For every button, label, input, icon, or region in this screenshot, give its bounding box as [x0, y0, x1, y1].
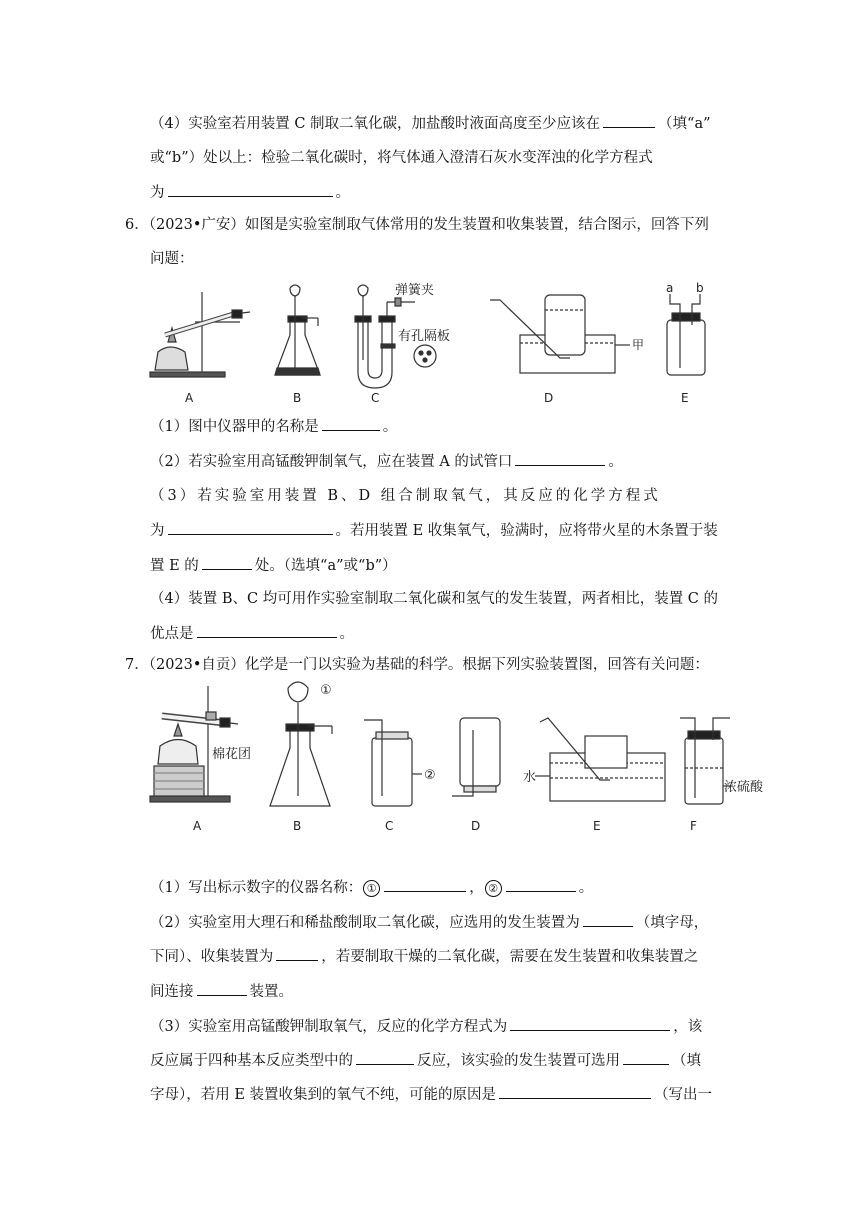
answer-blank[interactable]	[322, 416, 380, 431]
jia-label: 甲	[632, 338, 645, 352]
q5-line-2: 或“b”）处以上：检验二氧化碳时，将气体通入澄清石灰水变浑浊的化学方程式	[150, 150, 653, 166]
port-b-label: b	[696, 281, 704, 295]
q5-line-1: （4）实验室若用装置 C 制取二氧化碳，加盐酸时液面高度至少应该在 （填“a”	[150, 113, 711, 134]
label-n1: ①	[320, 683, 332, 698]
spring-clip-label: 弹簧夹	[395, 283, 435, 298]
apparatus-d	[452, 718, 500, 796]
label-f: F	[690, 819, 697, 833]
q7-apparatus-figure	[140, 678, 780, 838]
apparatus-d	[490, 295, 630, 373]
label-b: B	[293, 391, 302, 405]
q6-part-3-c: 置 E 的 处。（选填“a”或“b”）	[150, 555, 397, 576]
q6-part-1: （1）图中仪器甲的名称是 。	[150, 416, 397, 437]
answer-blank[interactable]	[506, 877, 576, 892]
label-a: A	[185, 391, 194, 405]
answer-blank[interactable]	[276, 946, 318, 961]
q7-part-3-c: 字母），若用 E 装置收集到的氧气不纯，可能的原因是 （写出一	[150, 1084, 712, 1105]
water-label: 水	[523, 770, 537, 785]
answer-blank[interactable]	[384, 877, 466, 892]
perforated-plate-label: 有孔隔板	[398, 329, 451, 344]
q6-title-2: 问题：	[150, 251, 194, 267]
answer-blank[interactable]	[197, 981, 247, 996]
answer-blank[interactable]	[623, 1050, 669, 1065]
answer-blank[interactable]	[583, 912, 633, 927]
answer-blank[interactable]	[356, 1050, 414, 1065]
q6-title: 6．（2023•广安）如图是实验室制取气体常用的发生装置和收集装置，结合图示，回答下列	[125, 217, 709, 233]
q6-apparatus-figure	[140, 280, 740, 408]
label-a: A	[193, 819, 202, 833]
answer-blank[interactable]	[202, 555, 252, 570]
answer-blank[interactable]	[168, 520, 333, 535]
label-e: E	[681, 391, 689, 405]
q7-part-2-c: 间连接 装置。	[150, 981, 293, 1002]
label-c: C	[385, 819, 394, 833]
label-b: B	[293, 819, 302, 833]
answer-blank[interactable]	[515, 451, 605, 466]
label-n2: ②	[424, 768, 436, 783]
apparatus-e	[667, 294, 705, 375]
q6-part-3-a: （3）若实验室用装置 B、D 组合制取氧气，其反应的化学方程式	[150, 488, 661, 504]
label-d: D	[544, 391, 554, 405]
q6-part-3-b: 为 。若用装置 E 收集氧气，验满时，应将带火星的木条置于装	[150, 520, 718, 541]
answer-blank[interactable]	[510, 1016, 670, 1031]
q5-line-3: 为 。	[150, 182, 350, 203]
q7-part-3-b: 反应属于四种基本反应类型中的 反应，该实验的发生装置可选用 （填	[150, 1050, 701, 1071]
cotton-label: 棉花团	[212, 747, 252, 762]
answer-blank[interactable]	[168, 182, 333, 197]
q7-part-2-a: （2）实验室用大理石和稀盐酸制取二氧化碳，应选用的发生装置为 （填字母，	[150, 912, 708, 933]
apparatus-b	[270, 682, 332, 806]
q6-part-4-b: 优点是 。	[150, 623, 354, 644]
apparatus-a	[150, 686, 238, 802]
q7-part-2-b: 下同）、收集装置为 ，若要制取干燥的二氧化碳，需要在发生装置和收集装置之	[150, 946, 698, 967]
q6-part-4-a: （4）装置 B、C 均可用作实验室制取二氧化碳和氢气的发生装置，两者相比，装置 C 的	[150, 591, 719, 607]
label-d: D	[471, 819, 481, 833]
apparatus-b	[275, 285, 320, 375]
apparatus-c	[364, 720, 422, 806]
q7-part-3-a: （3）实验室用高锰酸钾制取氧气，反应的化学方程式为 ，该	[150, 1016, 702, 1037]
acid-label: 浓硫酸	[724, 780, 764, 795]
answer-blank[interactable]	[603, 113, 655, 128]
answer-blank[interactable]	[499, 1084, 651, 1099]
q7-part-1: （1）写出标示数字的仪器名称： ① ， ② 。	[150, 877, 593, 898]
label-c: C	[371, 391, 380, 405]
apparatus-a	[150, 292, 250, 377]
q7-title: 7．（2023•自贡）化学是一门以实验为基础的科学。根据下列实验装置图，回答有关问题：	[125, 657, 709, 673]
apparatus-e	[535, 718, 665, 801]
label-e: E	[593, 819, 601, 833]
q6-part-2: （2）若实验室用高锰酸钾制氧气，应在装置 A 的试管口 。	[150, 451, 623, 472]
answer-blank[interactable]	[197, 623, 337, 638]
port-a-label: a	[666, 281, 674, 295]
